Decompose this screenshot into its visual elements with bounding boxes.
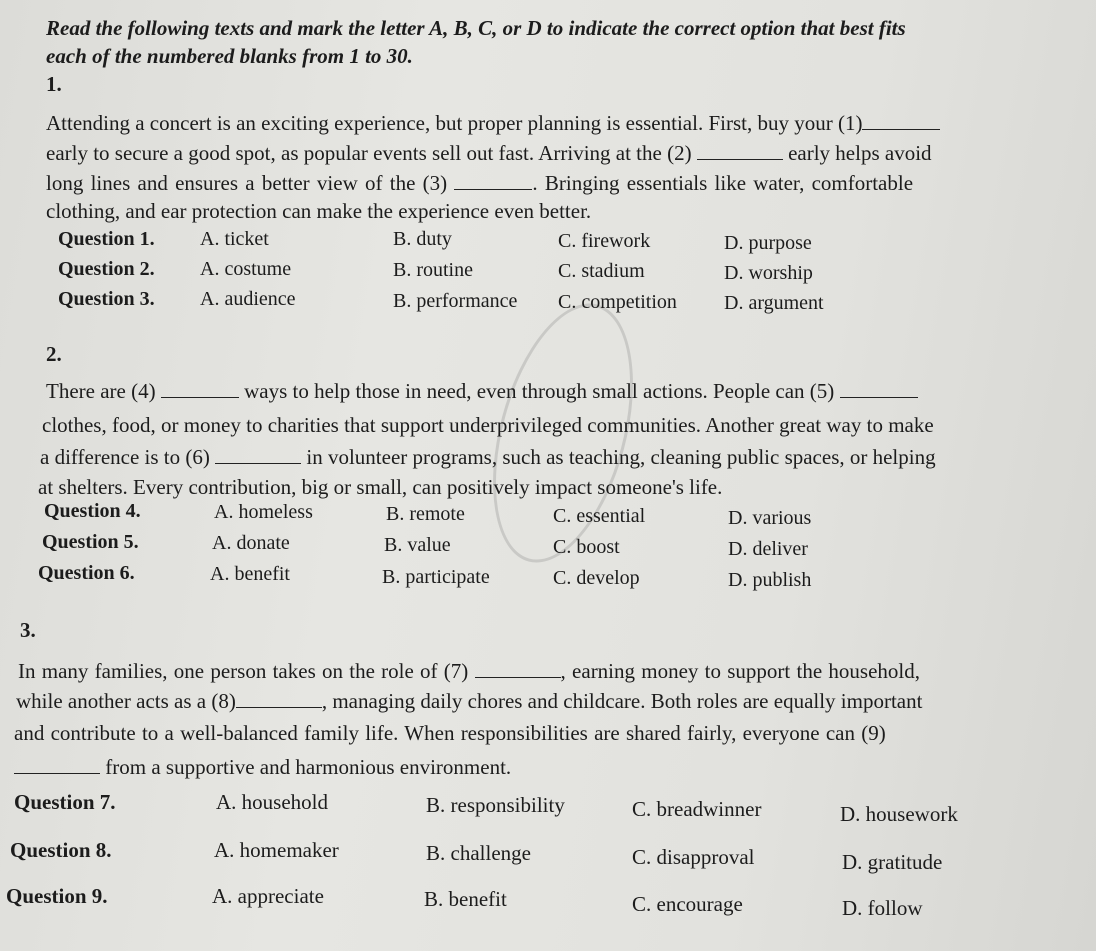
question-8-option-b[interactable]: B. challenge bbox=[426, 841, 531, 865]
question-6-option-d[interactable]: D. publish bbox=[728, 569, 812, 591]
question-6-option-c[interactable]: C. develop bbox=[553, 567, 640, 589]
question-9-option-d[interactable]: D. follow bbox=[842, 896, 923, 920]
question-2-option-c[interactable]: C. stadium bbox=[558, 260, 645, 282]
question-1-option-c[interactable]: C. firework bbox=[558, 230, 651, 252]
question-6-option-b[interactable]: B. participate bbox=[382, 566, 490, 588]
blank-3[interactable] bbox=[454, 188, 532, 190]
blank-4[interactable] bbox=[161, 396, 239, 398]
question-7-label: Question 7. bbox=[14, 790, 116, 814]
question-2-label: Question 2. bbox=[58, 258, 155, 280]
question-5-label: Question 5. bbox=[42, 531, 139, 553]
instructions-line-1: Read the following texts and mark the letter A, B, C, or D to indicate the correct option that best fits bbox=[46, 16, 906, 40]
question-8-option-c[interactable]: C. disapproval bbox=[632, 845, 755, 869]
instructions-line-2: each of the numbered blanks from 1 to 30. bbox=[46, 44, 413, 68]
blank-2[interactable] bbox=[697, 158, 783, 160]
question-6-option-a[interactable]: A. benefit bbox=[210, 563, 290, 585]
passage-1-number: 1. bbox=[46, 72, 62, 96]
question-2-option-b[interactable]: B. routine bbox=[393, 259, 473, 281]
question-7-option-d[interactable]: D. housework bbox=[840, 802, 958, 826]
question-1-option-b[interactable]: B. duty bbox=[393, 228, 452, 250]
passage-2-line-1: There are (4) ways to help those in need, even through small actions. People can (5) bbox=[46, 376, 918, 406]
question-3-option-d[interactable]: D. argument bbox=[724, 292, 824, 314]
passage-2-line-4: at shelters. Every contribution, big or small, can positively impact someone's life. bbox=[38, 475, 723, 499]
question-3-label: Question 3. bbox=[58, 288, 155, 310]
passage-3-number: 3. bbox=[20, 618, 36, 642]
blank-9[interactable] bbox=[14, 772, 100, 774]
question-9-option-a[interactable]: A. appreciate bbox=[212, 884, 324, 908]
question-1-label: Question 1. bbox=[58, 228, 155, 250]
passage-2-number: 2. bbox=[46, 342, 62, 366]
question-7-option-b[interactable]: B. responsibility bbox=[426, 793, 565, 817]
question-3-option-c[interactable]: C. competition bbox=[558, 291, 677, 313]
question-4-option-c[interactable]: C. essential bbox=[553, 505, 646, 527]
question-7-option-a[interactable]: A. household bbox=[216, 790, 328, 814]
passage-1-line-2: early to secure a good spot, as popular events sell out fast. Arriving at the (2) early helps avoid bbox=[46, 141, 932, 165]
passage-3-line-4: from a supportive and harmonious environment. bbox=[14, 752, 511, 782]
passage-3-line-2: while another acts as a (8) , managing daily chores and childcare. Both roles are equally important bbox=[16, 689, 923, 713]
blank-8[interactable] bbox=[236, 706, 322, 708]
passage-1-line-3: long lines and ensures a better view of the (3) . Bringing essentials like water, comfortable bbox=[46, 171, 914, 195]
passage-2-line-3: a difference is to (6) in volunteer programs, such as teaching, cleaning public spaces, or helping bbox=[40, 445, 936, 469]
question-9-label: Question 9. bbox=[6, 884, 108, 908]
question-3-option-b[interactable]: B. performance bbox=[393, 290, 518, 312]
question-5-option-d[interactable]: D. deliver bbox=[728, 538, 808, 560]
question-1-option-a[interactable]: A. ticket bbox=[200, 228, 269, 250]
question-6-label: Question 6. bbox=[38, 562, 135, 584]
question-4-option-a[interactable]: A. homeless bbox=[214, 501, 313, 523]
question-2-option-d[interactable]: D. worship bbox=[724, 262, 813, 284]
question-8-option-d[interactable]: D. gratitude bbox=[842, 850, 943, 874]
question-7-option-c[interactable]: C. breadwinner bbox=[632, 797, 762, 821]
question-9-option-c[interactable]: C. encourage bbox=[632, 892, 743, 916]
blank-1[interactable] bbox=[862, 128, 940, 130]
blank-5[interactable] bbox=[840, 396, 918, 398]
passage-1-line-4: clothing, and ear protection can make the experience even better. bbox=[46, 199, 592, 223]
blank-6[interactable] bbox=[215, 462, 301, 464]
passage-2-line-2: clothes, food, or money to charities that support underprivileged communities. Another great way to make bbox=[42, 413, 934, 437]
question-8-label: Question 8. bbox=[10, 838, 112, 862]
question-5-option-a[interactable]: A. donate bbox=[212, 532, 290, 554]
question-2-option-a[interactable]: A. costume bbox=[200, 258, 292, 280]
question-9-option-b[interactable]: B. benefit bbox=[424, 887, 507, 911]
question-4-option-d[interactable]: D. various bbox=[728, 507, 812, 529]
question-4-option-b[interactable]: B. remote bbox=[386, 503, 465, 525]
question-5-option-c[interactable]: C. boost bbox=[553, 536, 620, 558]
passage-3-line-1: In many families, one person takes on the role of (7) , earning money to support the household, bbox=[18, 659, 920, 683]
blank-7[interactable] bbox=[475, 676, 561, 678]
question-5-option-b[interactable]: B. value bbox=[384, 534, 451, 556]
question-8-option-a[interactable]: A. homemaker bbox=[214, 838, 339, 862]
question-4-label: Question 4. bbox=[44, 500, 141, 522]
passage-3-line-3: and contribute to a well-balanced family life. When responsibilities are shared fairly, everyone can (9) bbox=[14, 721, 886, 745]
question-1-option-d[interactable]: D. purpose bbox=[724, 232, 812, 254]
question-3-option-a[interactable]: A. audience bbox=[200, 288, 296, 310]
passage-1-line-1: Attending a concert is an exciting experience, but proper planning is essential. First, buy your (1) bbox=[46, 108, 940, 138]
